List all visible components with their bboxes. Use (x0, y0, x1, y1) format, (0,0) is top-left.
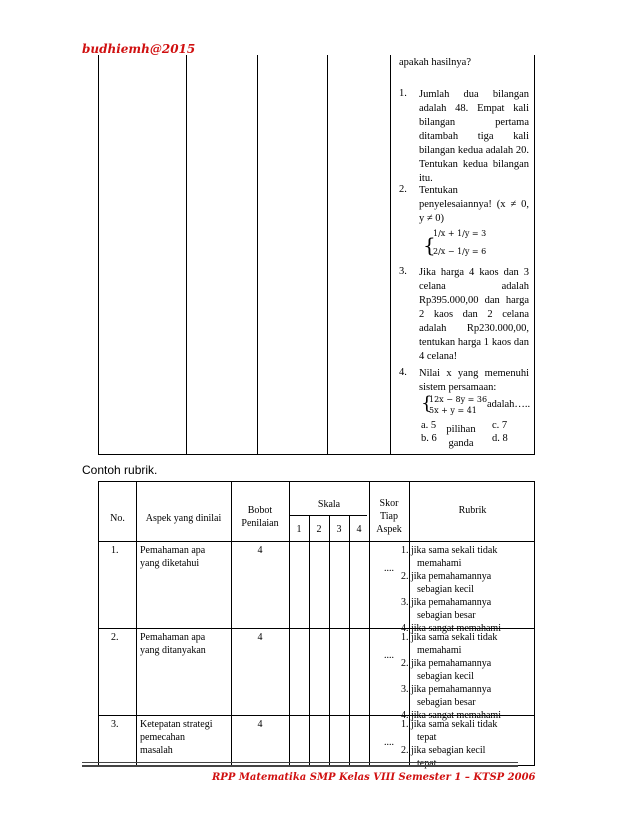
row-skor: .... (384, 650, 394, 661)
brace-icon: { (421, 393, 433, 414)
row-no: 1. (111, 545, 119, 556)
equation: 5x + y = 41 (429, 406, 477, 415)
question-number: 3. (399, 266, 407, 277)
option-a: a. 5 (421, 420, 437, 431)
col-divider (329, 515, 330, 765)
col-divider (327, 55, 328, 454)
equation: 12x − 8y = 36 (429, 395, 488, 404)
intro-text: apakah hasilnya? (399, 57, 472, 68)
rubric-table (98, 481, 535, 769)
header-skala-1: 1 (296, 524, 302, 535)
rubric-caption: Contoh rubrik. (82, 463, 158, 477)
footer-rule (82, 765, 518, 767)
row-bobot: 4 (257, 632, 263, 643)
brace-icon: { (423, 233, 436, 257)
row-divider (99, 541, 534, 542)
question-number: 1. (399, 88, 407, 99)
header-bobot: Bobot Penilaian (241, 505, 279, 529)
row-rubrik: 1. jika sama sekali tidak tepat 2. jika sebagian kecil tepat (401, 719, 498, 769)
header-skala-3: 3 (336, 524, 342, 535)
header-skala: Skala (317, 499, 341, 510)
option-c: c. 7 (492, 420, 508, 431)
question-number: 2. (399, 184, 407, 195)
row-divider (289, 515, 367, 516)
col-divider (390, 55, 391, 454)
row-aspek: Ketepatan strategi pemecahan masalah (140, 719, 213, 756)
header-skala-2: 2 (316, 524, 322, 535)
question-text: Nilai x yang memenuhi sistem persamaan: (419, 368, 529, 393)
row-rubrik: 1. jika sama sekali tidak memahami 2. jika pemahamannya sebagian kecil 3. jika pemahamannya sebagian besar 4. jika sangat memahami (401, 545, 501, 634)
option-b: b. 6 (421, 433, 437, 444)
question-text: Jumlah dua bilangan adalah 48. Empat kali bilangan pertama ditambah tiga kali bilangan kedua adalah 20. Tentukan kedua bilangan itu. (419, 89, 529, 184)
row-skor: .... (384, 737, 394, 748)
row-bobot: 4 (257, 719, 263, 730)
equation: 2/x − 1/y = 6 (433, 247, 487, 256)
question-table (98, 55, 535, 455)
col-divider (349, 515, 350, 765)
question-text: Tentukan penyelesaiannya! (x ≠ 0, y ≠ 0) (419, 185, 529, 224)
equation: 1/x + 1/y = 3 (433, 229, 487, 238)
footer-text: RPP Matematika SMP Kelas VIII Semester 1 – KTSP 2006 (212, 772, 536, 783)
option-d: d. 8 (492, 433, 508, 444)
row-aspek: Pemahaman apa yang diketahui (140, 545, 206, 569)
header-skor: Skor Tiap Aspek (376, 498, 402, 535)
header-no: No. (110, 513, 125, 524)
question-number: 4. (399, 367, 407, 378)
header-rubrik: Rubrik (458, 505, 487, 516)
header-skala-4: 4 (356, 524, 362, 535)
question-text: Jika harga 4 kaos dan 3 celana adalah Rp395.000,00 dan harga 2 kaos dan 2 celana adalah Rp230.000,00, tentukan harga 1 kaos dan 4 celana! (419, 267, 529, 362)
col-divider (186, 55, 187, 454)
equation-tail: adalah….. (487, 399, 531, 410)
header-aspek: Aspek yang dinilai (145, 513, 222, 524)
row-no: 3. (111, 719, 119, 730)
type-label: pilihan ganda (446, 424, 476, 449)
row-no: 2. (111, 632, 119, 643)
row-rubrik: 1. jika sama sekali tidak memahami 2. jika pemahamannya sebagian kecil 3. jika pemahamannya sebagian besar 4. jika sangat memahami (401, 632, 501, 721)
footer-rule (82, 762, 518, 763)
col-divider (257, 55, 258, 454)
row-skor: .... (384, 563, 394, 574)
row-bobot: 4 (257, 545, 263, 556)
row-aspek: Pemahaman apa yang ditanyakan (140, 632, 206, 656)
col-divider (309, 515, 310, 765)
header-watermark: budhiemh@2015 (82, 42, 196, 56)
